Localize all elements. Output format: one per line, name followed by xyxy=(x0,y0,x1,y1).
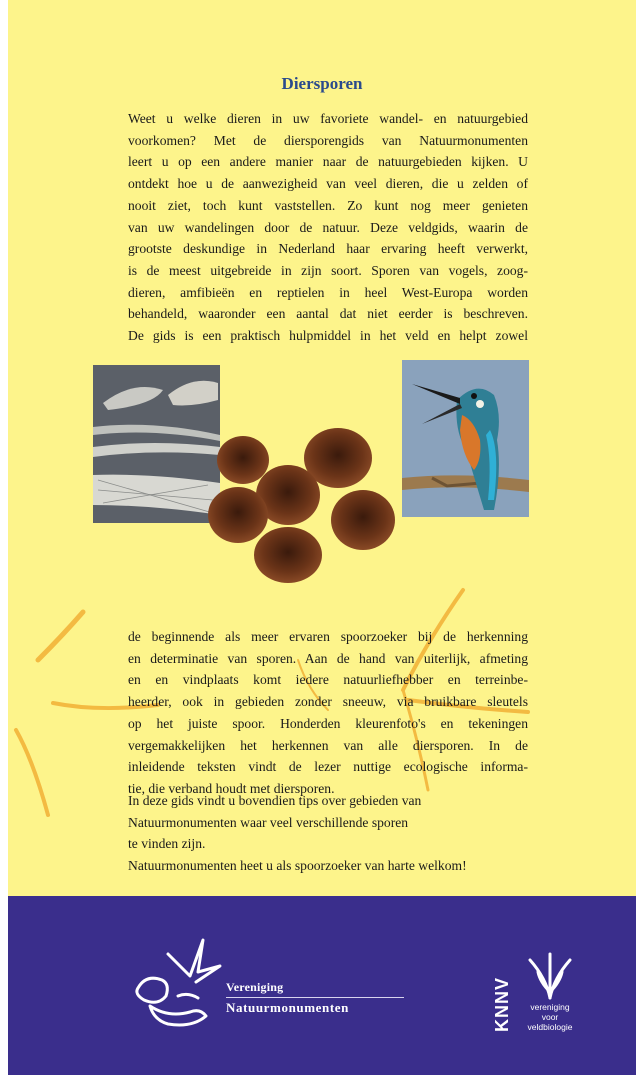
text-line: te vinden zijn. xyxy=(128,836,206,852)
text-line: van uw wandelingen door de natuur. Deze veldgids, waarin de xyxy=(128,219,528,235)
text-line: Weet u welke dieren in uw favoriete wandel- en natuurgebied xyxy=(128,111,528,126)
vereniging-natuurmonumenten-logo-icon xyxy=(128,936,223,1031)
text-line: de beginnende als meer ervaren spoorzoeker bij de herkenning xyxy=(128,629,528,644)
book-back-cover xyxy=(8,0,636,1075)
text-line: heerder, ook in gebieden zonder sneeuw, via bruikbare sleutels xyxy=(128,694,528,710)
gnawed-nuts-photo xyxy=(198,420,398,590)
publisher-footer xyxy=(8,896,636,1075)
text-line: dieren, amfibieën en reptielen in heel West-Europa worden xyxy=(128,284,528,300)
text-line: De gids is een praktisch hulpmiddel in het veld en helpt zowel xyxy=(128,328,528,344)
paragraph-1 xyxy=(128,108,528,347)
text-line: en en vindplaats komt iedere natuurliefhebber en terreinbe- xyxy=(128,672,528,688)
knnv-logo-icon xyxy=(524,952,576,1000)
vereniging-label: Vereniging xyxy=(226,980,284,994)
natuurmonumenten-wordmark xyxy=(226,980,404,1016)
text-line: en determinatie van sporen. Aan de hand van uiterlijk, afmeting xyxy=(128,650,528,666)
kingfisher-photo xyxy=(402,360,529,517)
knnv-wordmark: KNNV xyxy=(492,976,512,1032)
text-line: Natuurmonumenten heet u als spoorzoeker van harte welkom! xyxy=(128,858,467,874)
text-line: Natuurmonumenten waar veel verschillende sporen xyxy=(128,814,409,830)
text-line: ontdekt hoe u de aanwezigheid van veel dieren, die u zelden of xyxy=(128,176,528,192)
paragraph-2 xyxy=(128,626,528,800)
text-line: nooit ziet, toch kunt vaststellen. Zo kunt nog meer genieten xyxy=(128,197,528,213)
paragraph-3 xyxy=(128,790,528,877)
text-line: behandeld, waaronder een aantal dat niet eerder is beschreven. xyxy=(128,306,528,322)
knnv-line2: voor veldbiologie xyxy=(527,1012,573,1032)
text-line: In deze gids vindt u bovendien tips over gebieden van xyxy=(128,793,422,808)
text-line: inleidende teksten vindt de lezer nuttige ecologische informa- xyxy=(128,759,528,775)
text-line: voorkomen? Met de diersporengids van Natuurmonumenten xyxy=(128,132,528,148)
wordmark-divider xyxy=(226,997,404,998)
text-line: is de meest uitgebreide in zijn soort. Sporen van vogels, zoog- xyxy=(128,262,528,278)
text-line: grootste deskundige in Nederland haar ervaring heeft verwerkt, xyxy=(128,241,528,257)
knnv-tagline xyxy=(520,1002,580,1032)
page-title: Diersporen xyxy=(281,74,363,93)
text-line: vergemakkelijken het herkennen van alle diersporen. In de xyxy=(128,737,528,753)
text-line: leert u op een andere manier naar de natuurgebieden kijken. U xyxy=(128,154,528,170)
text-line: tie, die verband houdt met diersporen. xyxy=(128,780,335,796)
natuurmonumenten-label: Natuurmonumenten xyxy=(226,1000,349,1015)
knnv-line1: vereniging xyxy=(530,1002,570,1012)
text-line: op het juiste spoor. Honderden kleurenfoto's en tekeningen xyxy=(128,715,528,731)
